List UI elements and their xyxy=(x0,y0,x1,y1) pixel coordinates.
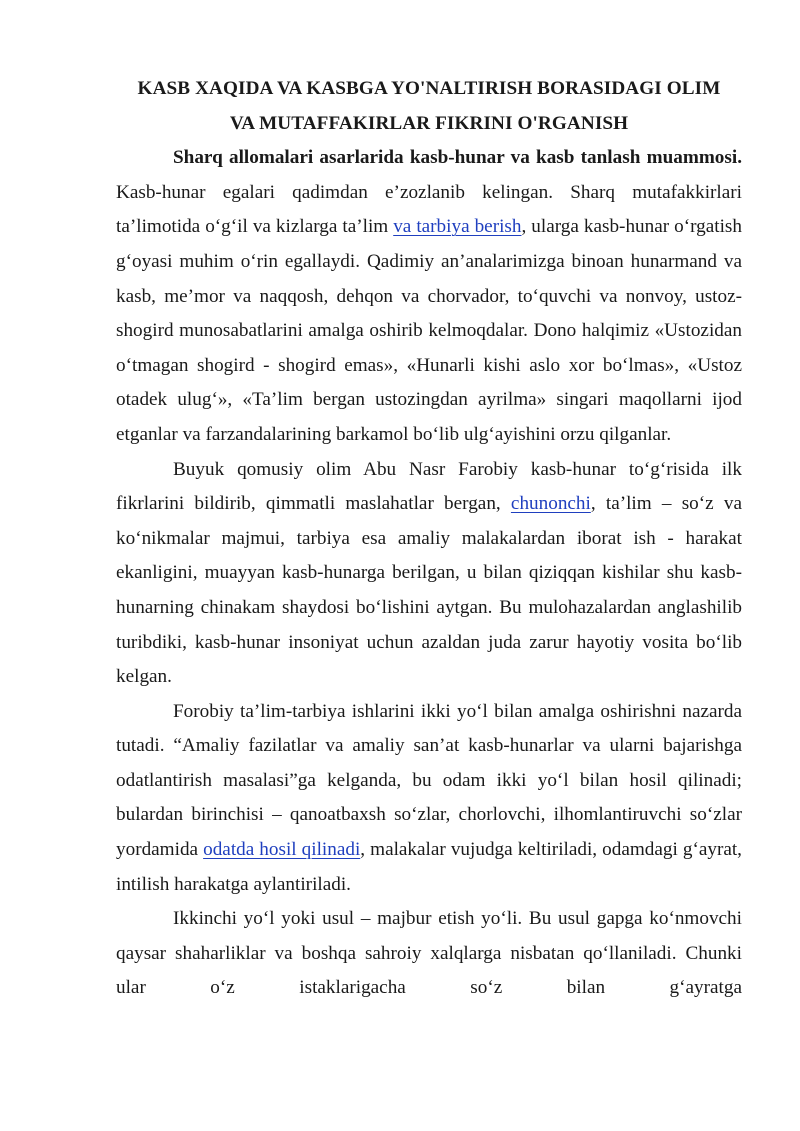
paragraph-2-text-b: , ta’lim – so‘z va ko‘nikmalar majmui, tarbiya esa amaliy malakalardan iborat ish - harakat ekanligini, muayyan kasb-hunarga berilgan, u bilan qiziqqan kishilar shu kasb- hunarning chinakam shaydosi bo‘lishini aytgan. Bu mulohazalardan anglashilib turibdiki, kasb-hunar insoniyat uchun azaldan juda zarur hayotiy vosita bo‘lib kelgan. xyxy=(116,493,742,688)
link-va-tarbiya-berish[interactable]: va tarbiya berish xyxy=(393,216,522,238)
title-line-1: KASB XAQIDA VA KASBGA YO'NALTIRISH BORASIDAGI OLIM xyxy=(137,78,721,99)
link-odatda-hosil-qilinadi[interactable]: odatda hosil qilinadi xyxy=(203,839,361,861)
paragraph-1-text-b: , ularga kasb-hunar o‘rgatish g‘oyasi muhim o‘rin egallaydi. Qadimiy an’analarimizga binoan hunarmand va kasb, me’mor va naqqosh, dehqon va chorvador, to‘quvchi va nonvoy, ustoz-shogird munosabatlarini amalga oshirib kelmoqdalar. Dono halqimiz «Ustozidan o‘tmagan shogird - shogird emas», «Hunarli kishi aslo xor bo‘lmas», «Ustoz otadek ulug‘», «Ta’lim bergan ustozingdan ayrilma» singari maqollarni ijod etganlar va farzandalarining barkamol bo‘lib ulg‘ayishini orzu qilganlar. xyxy=(116,216,742,445)
paragraph-4-text: Ikkinchi yo‘l yoki usul – majbur etish yo‘li. Bu usul gapga ko‘nmovchi qaysar shaharliklar va boshqa sahroiy xalqlarga nisbatan qo‘llaniladi. Chunki ular o‘z istaklarigacha so‘z bilan g‘ayratga xyxy=(116,908,742,999)
title-line-2: VA MUTAFFAKIRLAR FIKRINI O'RGANISH xyxy=(229,112,629,134)
paragraph-3-text-a: Forobiy ta’lim-tarbiya ishlarini ikki yo‘l bilan amalga oshirishni nazarda tutadi. “Amaliy fazilatlar va amaliy san’at kasb-hunarlar va ularni bajarishga odatlantirish masalasi”ga kelganda, bu odam ikki yo‘l bilan hosil qilinadi; bulardan birinchisi – qanoatbaxsh so‘zlar, chorlovchi, ilhomlantiruvchi so‘zlar yordamida xyxy=(116,700,742,861)
paragraph-4 xyxy=(116,902,742,1006)
paragraph-1-text-a: Kasb-hunar egalari qadimdan e’zozlanib kelingan. Sharq mutafakkirlari ta’limotida o‘g‘il va kizlarga ta’lim xyxy=(116,181,742,238)
paragraph-1 xyxy=(116,141,742,452)
paragraph-2-text-a: Buyuk qomusiy olim Abu Nasr Farobiy kasb-hunar to‘g‘risida ilk fikrlarini bildirib, qimmatli maslahatlar bergan, xyxy=(116,458,742,515)
paragraph-2 xyxy=(116,453,742,695)
paragraph-1-lead: Sharq allomalari asarlarida kasb-hunar va kasb tanlash muammosi. xyxy=(173,147,742,169)
document-title xyxy=(116,72,742,141)
paragraph-3 xyxy=(116,695,742,903)
paragraph-3-text-b: , malakalar vujudga keltiriladi, odamdagi g‘ayrat, intilish harakatga aylantiriladi. xyxy=(116,839,742,895)
link-chunonchi[interactable]: chunonchi xyxy=(510,493,591,515)
